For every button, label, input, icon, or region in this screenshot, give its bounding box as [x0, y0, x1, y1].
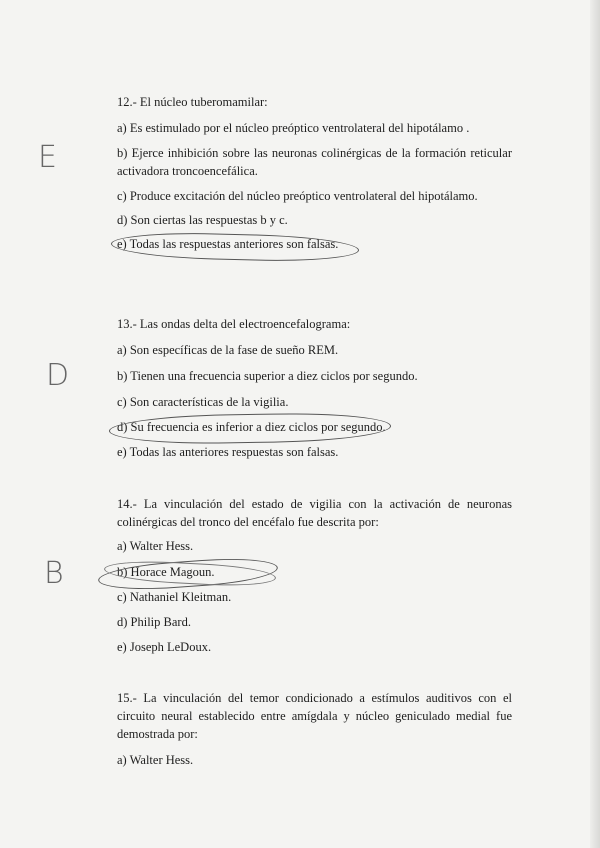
option-a: a) Son específicas de la fase de sueño REM. — [117, 343, 339, 357]
option-e: e) Todas las respuestas anteriores son falsas. — [117, 237, 339, 251]
question-title: 15.- La vinculación del temor condicionado a estímulos auditivos con el circuito neural establecido entre amígdala y núcleo geniculado medial fue demostrada por: — [117, 691, 512, 741]
option-a: a) Es estimulado por el núcleo preóptico ventrolateral del hipotálamo . — [117, 121, 470, 135]
option-a: a) Walter Hess. — [117, 753, 194, 767]
question-title: 13.- Las ondas delta del electroencefalograma: — [117, 317, 351, 331]
option-b: b) Ejerce inhibición sobre las neuronas colinérgicas de la formación reticular activadora troncoencefálica. — [117, 146, 512, 178]
handwritten-mark-d: D — [46, 358, 70, 393]
option-d: d) Su frecuencia es inferior a diez ciclos por segundo. — [117, 420, 386, 434]
option-e: e) Todas las anteriores respuestas son falsas. — [117, 445, 339, 459]
question-12 — [117, 94, 512, 251]
option-b: b) Tienen una frecuencia superior a diez ciclos por segundo. — [117, 369, 418, 383]
option-c: c) Produce excitación del núcleo preóptico ventrolateral del hipotálamo. — [117, 189, 478, 203]
handwritten-mark-b: B — [44, 556, 64, 591]
question-14 — [117, 496, 512, 654]
scan-edge — [590, 0, 600, 848]
option-d: d) Philip Bard. — [117, 615, 191, 629]
question-15 — [117, 690, 512, 767]
option-b: b) Horace Magoun. — [117, 565, 215, 579]
option-c: c) Son características de la vigilia. — [117, 395, 289, 409]
question-title: 14.- La vinculación del estado de vigilia con la activación de neuronas colinérgicas del tronco del encéfalo fue descrita por: — [117, 497, 512, 529]
answer-circle — [109, 412, 391, 446]
option-e: e) Joseph LeDoux. — [117, 640, 212, 654]
option-a: a) Walter Hess. — [117, 539, 194, 553]
question-13 — [117, 316, 512, 459]
option-d: d) Son ciertas las respuestas b y c. — [117, 213, 288, 227]
option-c: c) Nathaniel Kleitman. — [117, 590, 232, 604]
handwritten-mark-e: E — [38, 140, 57, 175]
question-title: 12.- El núcleo tuberomamilar: — [117, 95, 268, 109]
